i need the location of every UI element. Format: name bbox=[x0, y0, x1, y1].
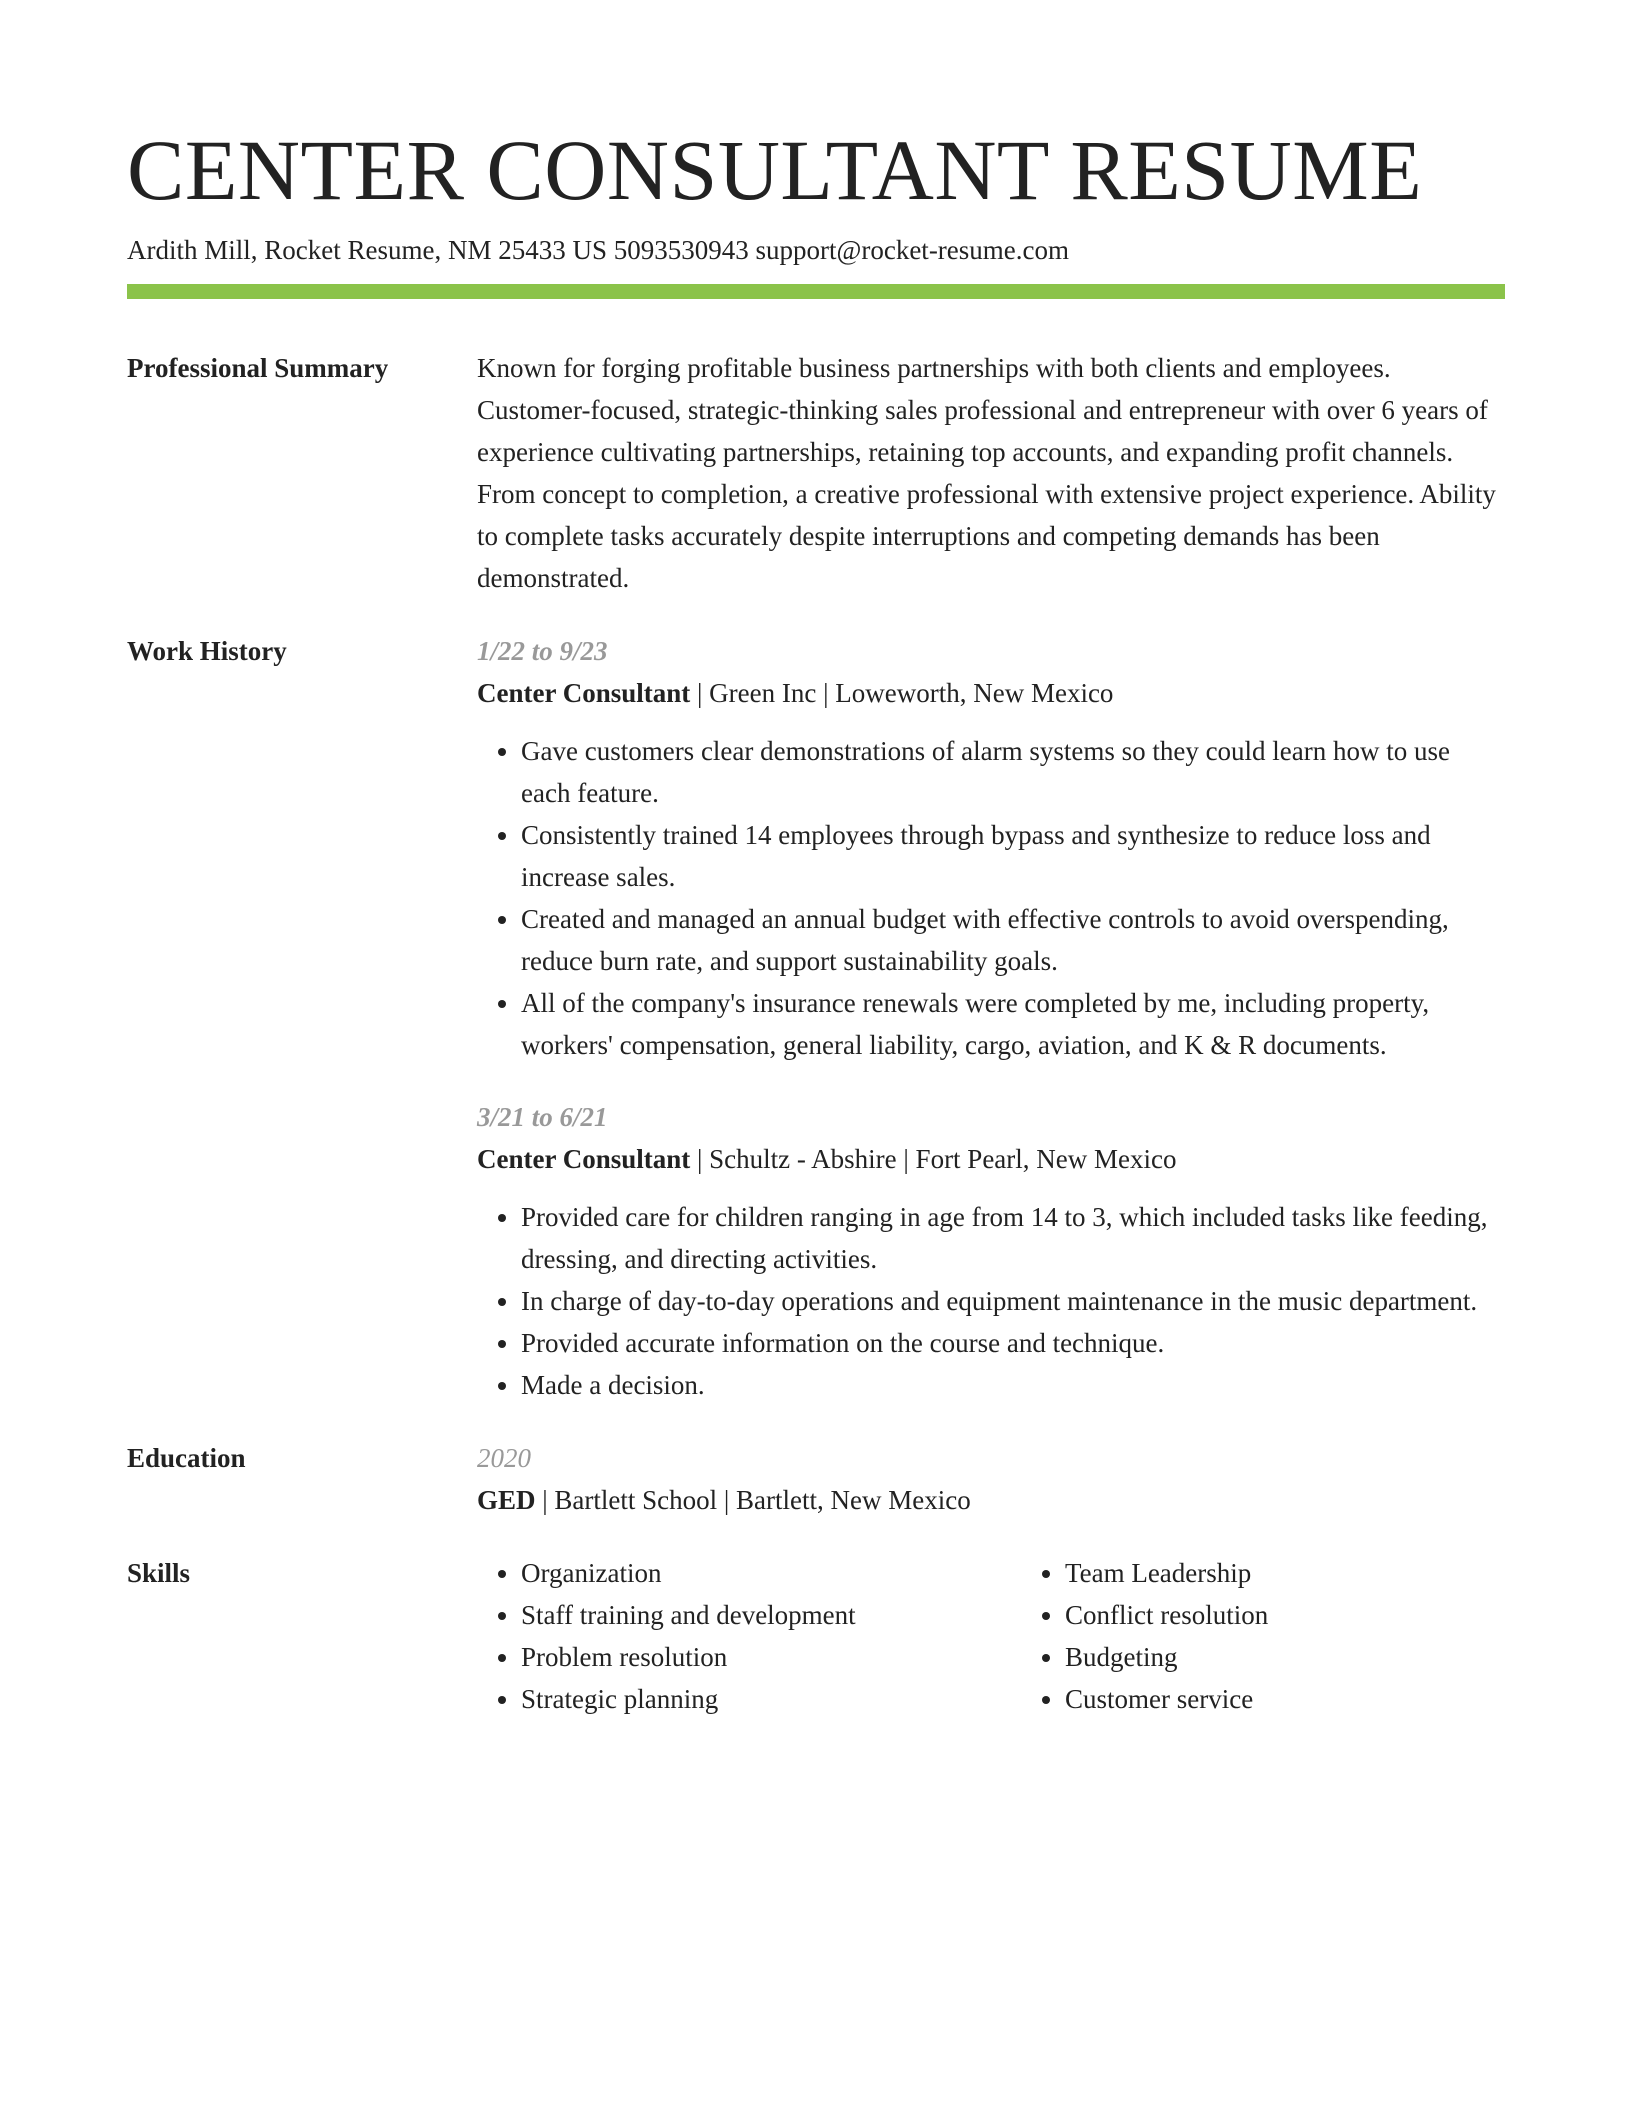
list-item: • Provided accurate information on the course and technique. bbox=[521, 1322, 1505, 1364]
list-item: • In charge of day-to-day operations and equipment maintenance in the music department. bbox=[521, 1280, 1505, 1322]
summary-text: Known for forging profitable business partnerships with both clients and employees. Customer-focused, strategic-thinking sales professional and entrepreneur with over 6 years of experience cultivating partnerships, retaining top accounts, and expanding profit channels. From concept to completion, a creative professional with extensive project experience. Ability to complete tasks accurately despite interruptions and competing demands has been demonstrated. bbox=[477, 353, 1496, 593]
list-item: • Provided care for children ranging in age from 14 to 3, which included tasks like feeding, dressing, and directing activities. bbox=[521, 1196, 1505, 1280]
job-title: Center Consultant bbox=[477, 678, 691, 708]
job-details: | Schultz - Abshire | Fort Pearl, New Mexico bbox=[690, 1144, 1177, 1174]
work-history-body bbox=[477, 630, 1505, 1406]
section-label-education: Education bbox=[127, 1443, 246, 1473]
list-item: • Team Leadership bbox=[1065, 1552, 1565, 1594]
list-item: • Problem resolution bbox=[521, 1636, 1021, 1678]
education-body bbox=[477, 1437, 1505, 1521]
list-item: • Customer service bbox=[1065, 1678, 1565, 1720]
education-degree: GED bbox=[477, 1485, 536, 1515]
job-heading bbox=[477, 672, 1505, 714]
job-bullets bbox=[477, 730, 1505, 1066]
professional-summary-section bbox=[127, 347, 1505, 599]
job-title: Center Consultant bbox=[477, 1144, 691, 1174]
list-item: • Consistently trained 14 employees through bypass and synthesize to reduce loss and increase sales. bbox=[521, 814, 1505, 898]
job-heading bbox=[477, 1138, 1505, 1180]
work-history-section bbox=[127, 630, 1505, 1406]
job-details: | Green Inc | Loweworth, New Mexico bbox=[690, 678, 1114, 708]
list-item: • Conflict resolution bbox=[1065, 1594, 1565, 1636]
list-item: • Strategic planning bbox=[521, 1678, 1021, 1720]
list-item: • Gave customers clear demonstrations of alarm systems so they could learn how to use each feature. bbox=[521, 730, 1505, 814]
list-item: • Staff training and development bbox=[521, 1594, 1021, 1636]
job-entry bbox=[477, 1096, 1505, 1406]
list-item: • Created and managed an annual budget with effective controls to avoid overspending, reduce burn rate, and support sustainability goals. bbox=[521, 898, 1505, 982]
education-details: | Bartlett School | Bartlett, New Mexico bbox=[535, 1485, 971, 1515]
skills-grid bbox=[477, 1552, 1565, 1720]
list-item: • Made a decision. bbox=[521, 1364, 1505, 1406]
education-year: 2020 bbox=[477, 1443, 531, 1473]
job-dates: 3/21 to 6/21 bbox=[477, 1102, 608, 1132]
section-label-skills: Skills bbox=[127, 1558, 191, 1588]
job-bullets bbox=[477, 1196, 1505, 1406]
list-item: • Organization bbox=[521, 1552, 1021, 1594]
job-entry bbox=[477, 630, 1505, 1066]
accent-divider bbox=[127, 284, 1505, 299]
list-item: • All of the company's insurance renewals were completed by me, including property, workers' compensation, general liability, cargo, aviation, and K & R documents. bbox=[521, 982, 1505, 1066]
job-dates: 1/22 to 9/23 bbox=[477, 636, 608, 666]
skills-list-right bbox=[1021, 1552, 1565, 1720]
education-section bbox=[127, 1437, 1505, 1521]
section-label-work: Work History bbox=[127, 636, 287, 666]
skills-section bbox=[127, 1552, 1505, 1720]
section-label-summary: Professional Summary bbox=[127, 353, 389, 383]
list-item: • Budgeting bbox=[1065, 1636, 1565, 1678]
skills-list-left bbox=[477, 1552, 1021, 1720]
contact-line: Ardith Mill, Rocket Resume, NM 25433 US 5093530943 support@rocket-resume.com bbox=[127, 235, 1070, 265]
resume-title: CENTER CONSULTANT RESUME bbox=[127, 122, 1423, 218]
education-heading bbox=[477, 1479, 1505, 1521]
